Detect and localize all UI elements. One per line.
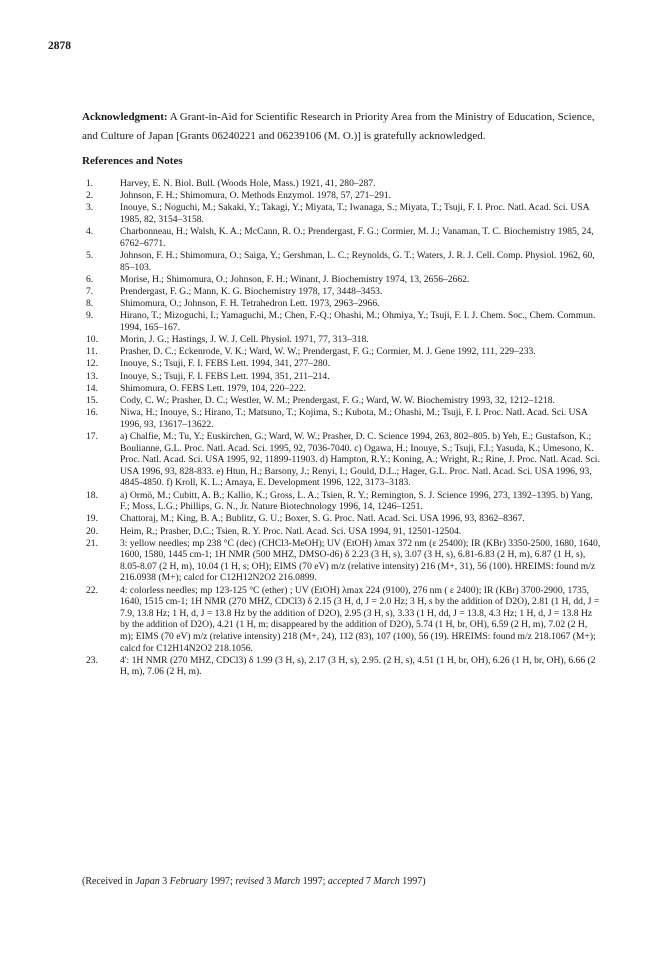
acknowledgment-heading: Acknowledgment xyxy=(82,111,164,123)
received-dates: (Received in Japan 3 February 1997; revised 3 March 1997; accepted 7 March 1997) xyxy=(82,876,426,887)
page-number: 2878 xyxy=(48,40,71,52)
reference-number: 3. xyxy=(86,202,94,214)
reference-text: 4': 1H NMR (270 MHZ, CDCl3) δ 1.99 (3 H, s), 2.17 (3 H, s), 2.95. (2 H, s), 4.51 (1 H, br, OH), 6.26 (1 H, br, OH), 6.66 (2 H, m), 7.06 (2 H, m). xyxy=(120,654,596,678)
reference-number: 4. xyxy=(86,226,94,238)
reference-item xyxy=(82,178,602,190)
acknowledgment: Acknowledgment: A Grant-in-Aid for Scientific Research in Priority Area from the Ministry of Education, Science, and Culture of Japan [Grants 06240221 and 06239106 (M. O.)] is gratefully acknowledged. xyxy=(82,111,595,142)
reference-item xyxy=(82,202,602,225)
reference-number: 11. xyxy=(86,346,98,358)
reference-text: Inouye, S.; Tsuji, F. I. FEBS Lett. 1994, 351, 211–214. xyxy=(120,370,330,382)
reference-item xyxy=(82,490,602,513)
reference-number: 22. xyxy=(86,584,98,596)
reference-number: 16. xyxy=(86,407,98,419)
reference-item xyxy=(82,226,602,249)
reference-item xyxy=(82,371,602,383)
reference-number: 6. xyxy=(86,273,94,285)
reference-text: Charbonneau, H.; Walsh, K. A.; McCann, R. O.; Prendergast, F. G.; Cormier, M. J.; Vanaman, T. C. Biochemistry 1985, 24, 6762–6771. xyxy=(120,226,594,249)
reference-text: Hirano, T.; Mizoguchi, I.; Yamaguchi, M.; Chen, F.-Q.; Ohashi, M.; Ohmiya, Y.; Tsuji, F. I. J. Chem. Soc., Chem. Commun. 1994, 165–167. xyxy=(120,310,596,333)
reference-number: 2. xyxy=(86,190,94,202)
reference-number: 17. xyxy=(86,430,98,442)
references-heading: References and Notes xyxy=(82,155,183,167)
reference-number: 8. xyxy=(86,298,94,310)
reference-item xyxy=(82,655,602,678)
reference-number: 23. xyxy=(86,654,98,666)
reference-number: 10. xyxy=(86,334,98,346)
reference-text: Morise, H.; Shimomura, O.; Johnson, F. H.; Winant, J. Biochemistry 1974, 13, 2656–2662. xyxy=(120,273,470,285)
reference-text: Johnson, F. H.; Shimomura, O. Methods Enzymol. 1978, 57, 271–291. xyxy=(120,190,392,202)
reference-number: 19. xyxy=(86,513,98,525)
reference-text: Harvey, E. N. Biol. Bull. (Woods Hole, Mass.) 1921, 41, 280–287. xyxy=(120,178,376,189)
reference-item xyxy=(82,298,602,310)
reference-text: Cody, C. W.; Prasher, D. C.; Westler, W. M.; Prendergast, F. G.; Ward, W. W. Biochemistry 1993, 32, 1212–1218. xyxy=(120,395,555,406)
reference-item xyxy=(82,274,602,286)
reference-number: 14. xyxy=(86,382,98,394)
reference-number: 5. xyxy=(86,249,94,261)
reference-text: Morin, J. G.; Hastings, J. W. J. Cell. Physiol. 1971, 77, 313–318. xyxy=(120,334,369,346)
reference-text: Shimomura, O. FEBS Lett. 1979, 104, 220–222. xyxy=(120,382,307,394)
reference-text: Johnson, F. H.; Shimomura, O.; Saiga, Y.; Gershman, L. C.; Reynolds, G. T.; Waters, J. R. J. Cell. Comp. Physiol. 1962, 60, 85–103. xyxy=(120,249,595,273)
reference-number: 18. xyxy=(86,489,98,501)
reference-item xyxy=(82,407,602,430)
reference-number: 15. xyxy=(86,395,98,406)
reference-item xyxy=(82,190,602,202)
reference-text: Niwa, H.; Inouye, S.; Hirano, T.; Matsuno, T.; Kojima, S.; Kubota, M.; Ohashi, M.; Tsuji, F. I. Proc. Natl. Acad. Sci. USA 1996, 93, 13617–13622. xyxy=(120,407,588,430)
reference-item xyxy=(82,526,602,538)
reference-item xyxy=(82,334,602,346)
reference-text: a) Ormö, M.; Cubitt, A. B.; Kallio, K.; Gross, L. A.; Tsien, R. Y.; Remington, S. J. Science 1996, 273, 1392–1395. b) Yang, F.; Moss, L.G.; Phillips, G. N., Jr. Nature Biotechnology 1996, 14, 1246–1251. xyxy=(120,489,593,513)
reference-item xyxy=(82,346,602,358)
reference-text: Chattoraj, M.; King, B. A.; Bublitz, G. U.; Boxer, S. G. Proc. Natl. Acad. Sci. USA 1996, 93, 8362–8367. xyxy=(120,513,525,525)
reference-text: Prasher, D. C.; Eckenrode, V. K.; Ward, W. W.; Prendergast, F. G.; Cormier, M. J. Gene 1992, 111, 229–233. xyxy=(120,346,536,358)
reference-number: 9. xyxy=(86,310,94,322)
reference-number: 20. xyxy=(86,525,98,537)
reference-item xyxy=(82,310,602,333)
reference-item xyxy=(82,431,602,489)
references-list xyxy=(82,178,602,679)
reference-number: 7. xyxy=(86,285,94,297)
reference-text: 3: yellow needles; mp 238 °C (dec) (CHCl3-MeOH); UV (EtOH) λmax 372 nm (ε 25400); IR (KBr) 3350-2500, 1680, 1640, 1600, 1580, 1445 cm-1; 1H NMR (500 MHZ, DMSO-d6) δ 2.23 (3 H, s), 3.07 (3 H, s), 6.81-6.83 (2 H, m), 6.87 (1 H, s), 8.05-8.07 (2 H, m), 10.04 (1 H, s; OH); EIMS (70 eV) m/z (relative intensity) 216 (M+, 31), 56 (100). HREIMS: found m/z 216.0938 (M+); calcd for C12H12N2O2 216.0899. xyxy=(120,537,601,584)
reference-item xyxy=(82,513,602,525)
reference-item xyxy=(82,383,602,395)
reference-text: Shimomura, O.; Johnson, F. H. Tetrahedron Lett. 1973, 2963–2966. xyxy=(120,298,380,310)
reference-item xyxy=(82,286,602,298)
reference-number: 21. xyxy=(86,537,98,549)
reference-number: 1. xyxy=(86,178,94,189)
reference-text: 4: colorless needles; mp 123-125 °C (ether) ; UV (EtOH) λmax 224 (9100), 276 nm ( ε 2400); IR (KBr) 3700-2900, 1735, 1640, 1515 cm-1; 1H NMR (270 MHZ, CDCl3) δ 2.15 (3 H, d, J = 2.0 Hz; 3 H, s by the addition of D2O), 2.81 (1 H, dd, J = 7.9, 13.8 Hz; 1 H, d, J = 13.8 Hz by the addition of D2O), 2.95 (3 H, s), 3.33 (1 H, dd, J = 13.8, 4.3 Hz; 1 H, d, J = 13.8 Hz by the addition of D2O), 4.21 (1 H, m; disappeared by the addition of D2O), 5.74 (1 H, br, OH), 6.59 (2 H, m), 7.02 (2 H, m); EIMS (70 eV) m/z (relative intensity) 218 (M+, 24), 112 (83), 107 (100), 56 (19). HREIMS: found m/z 218.1067 (M+); calcd for C12H14N2O2 218.1056. xyxy=(120,584,600,654)
reference-text: Heim, R.; Prasher, D.C.; Tsien, R. Y. Proc. Natl. Acad. Sci. USA 1994, 91, 12501-12504. xyxy=(120,525,462,537)
reference-text: Inouye, S.; Tsuji, F. I. FEBS Lett. 1994, 341, 277–280. xyxy=(120,358,330,370)
reference-item xyxy=(82,585,602,655)
reference-number: 13. xyxy=(86,370,98,382)
reference-text: Prendergast, F. G.; Mann, K. G. Biochemistry 1978, 17, 3448–3453. xyxy=(120,285,383,297)
reference-text: a) Chalfie, M.; Tu, Y.; Euskirchen, G.; Ward, W. W.; Prasher, D. C. Science 1994, 263, 802–805. b) Yeh, E.; Gustafson, K.; Boulianne, G.L. Proc. Natl. Acad. Sci. 1995, 92, 7036-7040. c) Ogawa, H.; Inouye, S.; Tsuji, F.I.; Yasuda, K.; Umesono, K. Proc. Natl. Acad. Sci. USA 1995, 92, 11899-11903. d) Hampton, R.Y.; Koning, A.; Wright, R.; Rine, J. Proc. Natl. Acad. Sci. USA 1996, 93, 828-833. e) Htun, H.; Barsony, J.; Renyi, I.; Gould, D.L.; Hager, G.L. Proc. Natl. Acad. Sci. USA 1996, 93, 4845-4850. f) Kroll, K. L.; Amaya, E. Development 1996, 122, 3173–3183. xyxy=(120,430,600,489)
reference-text: Inouye, S.; Noguchi, M.; Sakaki, Y.; Takagi, Y.; Miyata, T.; Iwanaga, S.; Miyata, T.; Tsuji, F. I. Proc. Natl. Acad. Sci. USA 1985, 82, 3154–3158. xyxy=(120,202,590,225)
reference-number: 12. xyxy=(86,358,98,370)
reference-item xyxy=(82,395,602,407)
reference-item xyxy=(82,538,602,584)
acknowledgment-text: A Grant-in-Aid for Scientific Research in Priority Area from the Ministry of Education, Science, and Culture of Japan [Grants 06240221 and 06239106 (M. O.)] is gratefully acknowledged. xyxy=(82,111,595,142)
reference-item xyxy=(82,358,602,370)
reference-item xyxy=(82,250,602,273)
